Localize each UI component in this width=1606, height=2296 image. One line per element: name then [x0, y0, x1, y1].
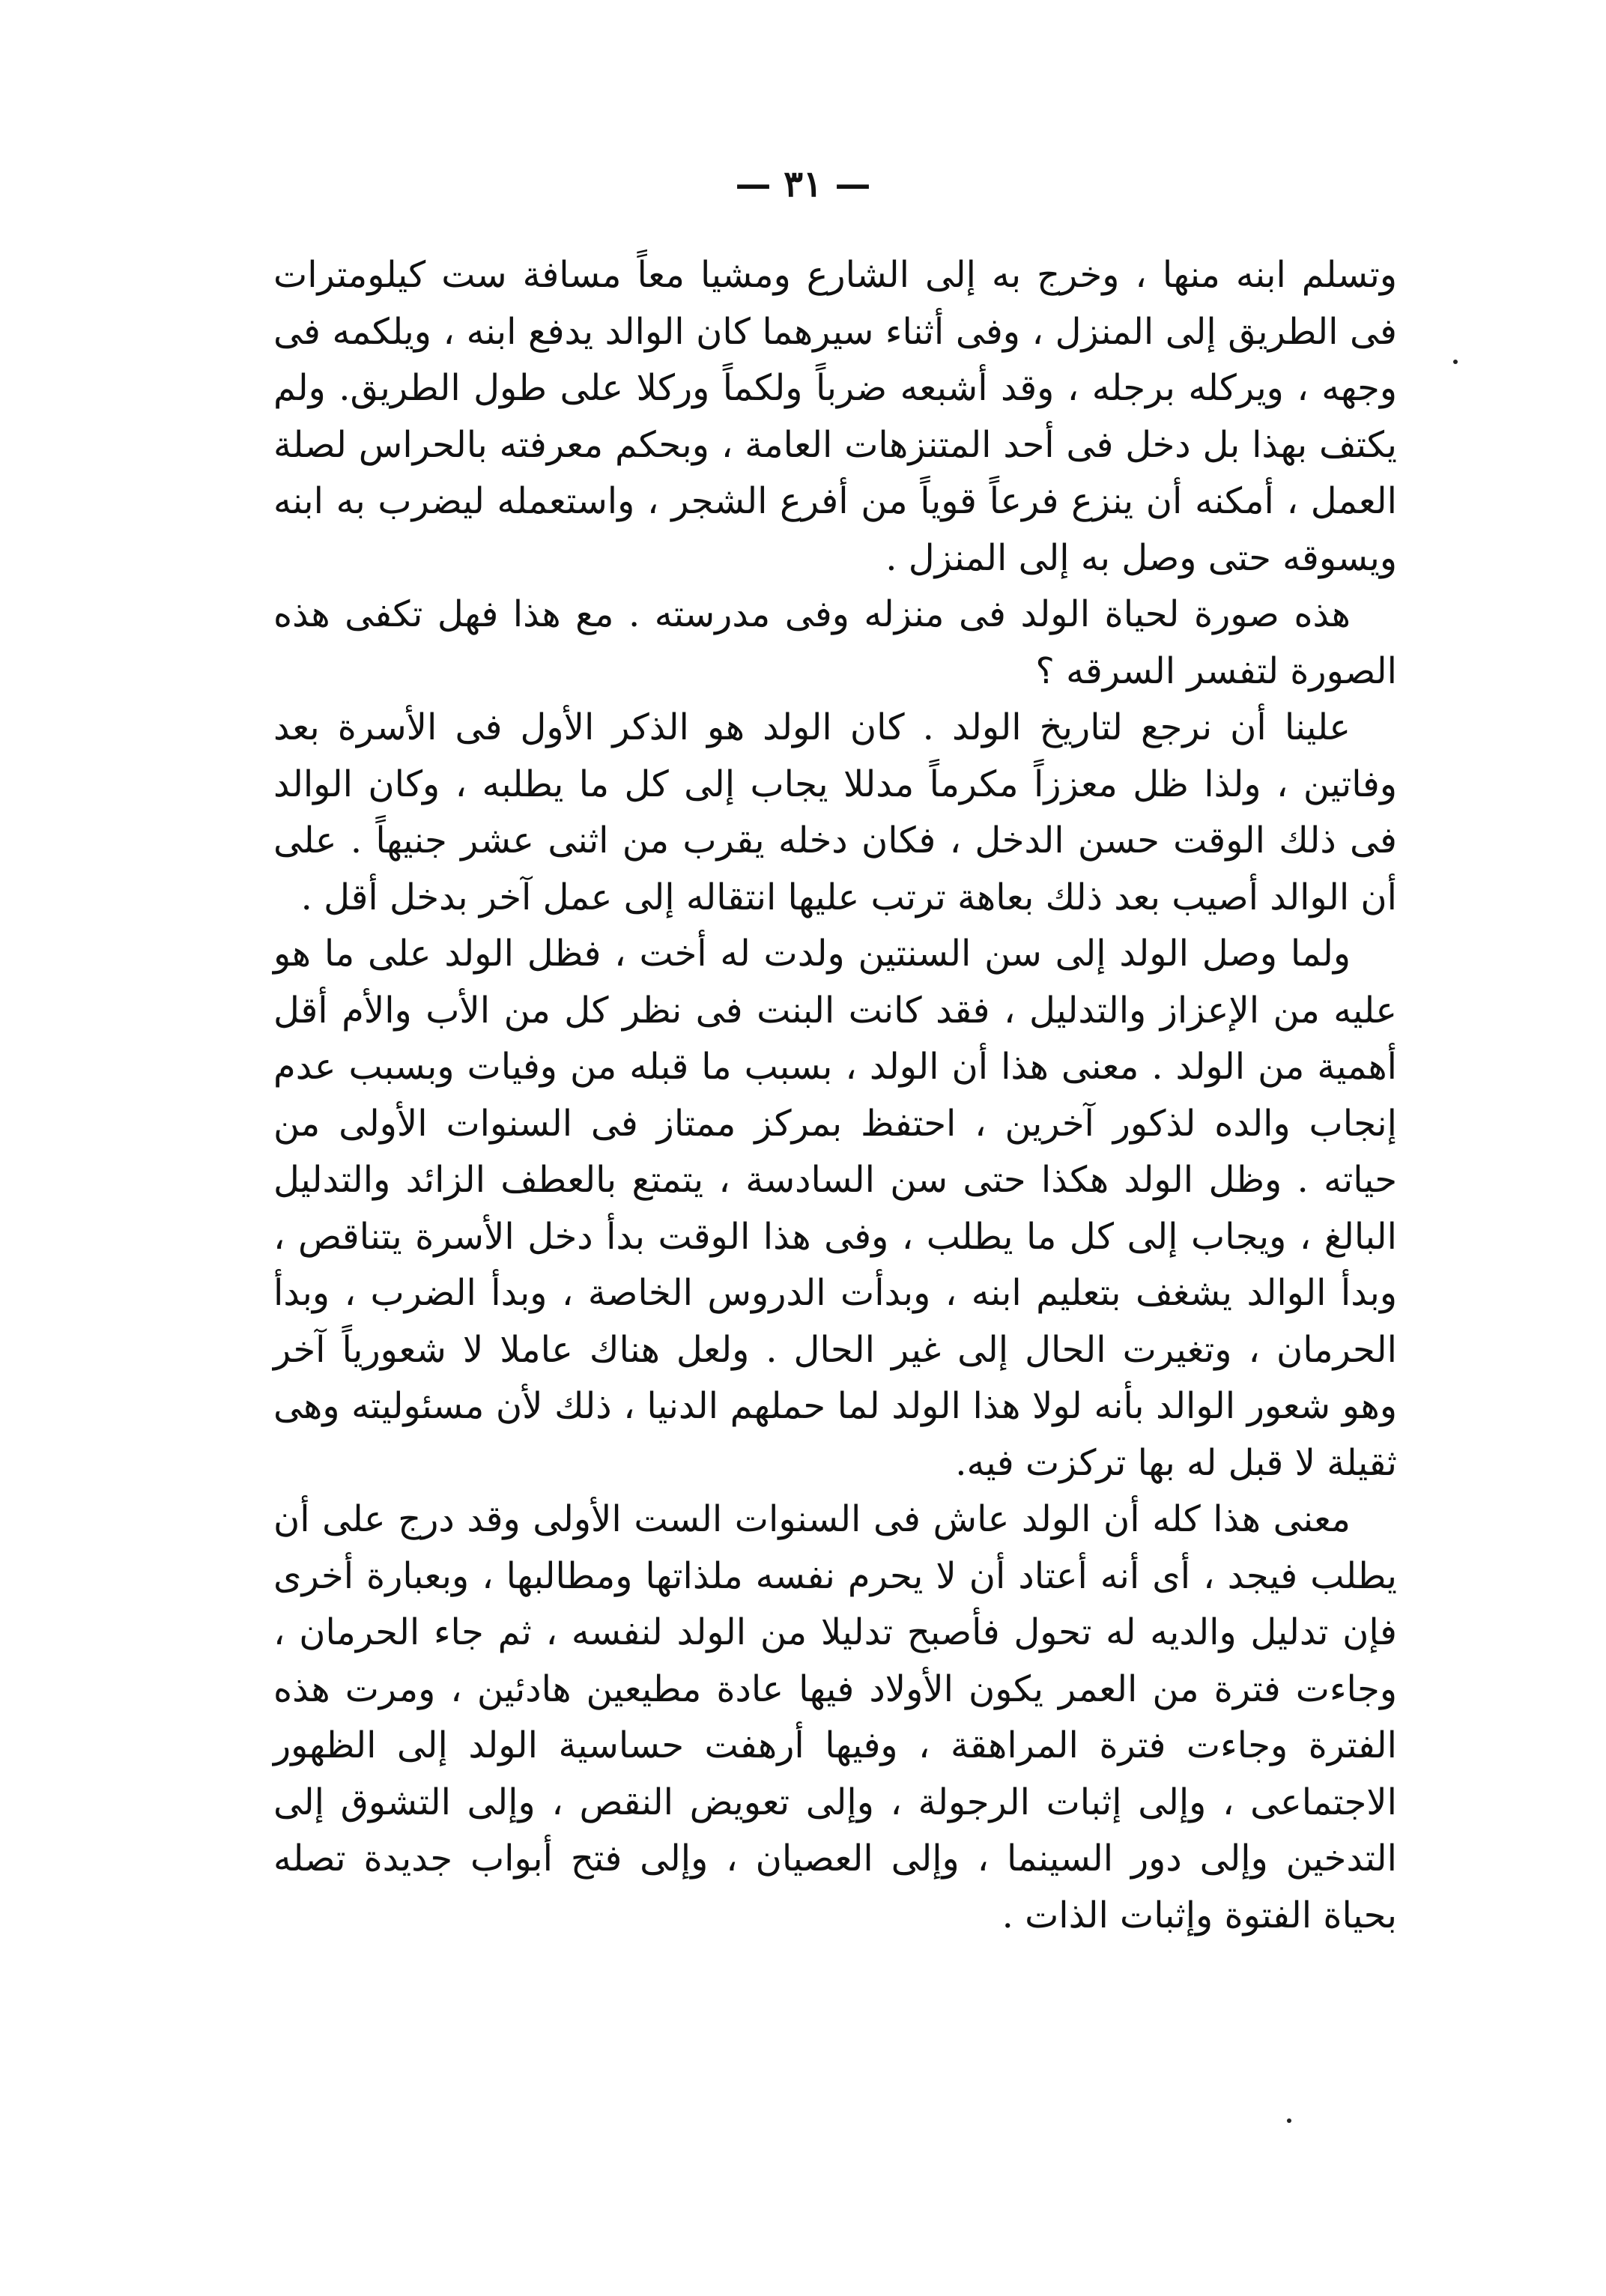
page-number: — ٣١ —	[735, 163, 871, 205]
scan-speck	[1453, 360, 1458, 364]
paragraph-2: هذه صورة لحياة الولد فى منزله وفى مدرسته . مع هذا فهل تكفى هذه الصورة لتفسر السرقه ؟	[273, 593, 1397, 692]
paragraph-5: معنى هذا كله أن الولد عاش فى السنوات الست الأولى وقد درج على أن يطلب فيجد ، أى أنه أعتاد أن لا يحرم نفسه ملذاتها ومطالبها ، وبعبارة أخرى فإن تدليل والديه له تحول فأصبح تدليلا من الولد لنفسه ، ثم جاء الحرمان ، وجاءت فترة من العمر يكون الأولاد فيها عادة مطيعين هادئين ، ومرت هذه الفترة وجاءت فترة المراهقة ، وفيها أرهفت حساسية الولد إلى الظهور الاجتماعى ، وإلى إثبات الرجولة ، وإلى تعويض النقص ، وإلى التشوق إلى التدخين وإلى دور السينما ، وإلى العصيان ، وإلى فتح أبواب جديدة تصله بحياة الفتوة وإثبات الذات .	[273, 1498, 1397, 1936]
body-text	[273, 247, 1397, 1944]
paragraph-4: ولما وصل الولد إلى سن السنتين ولدت له أخت ، فظل الولد على ما هو عليه من الإعزاز والتدليل ، فقد كانت البنت فى نظر كل من الأب والأم أقل أهمية من الولد . معنى هذا أن الولد ، بسبب ما قبله من وفيات وبسبب عدم إنجاب والده لذكور آخرين ، احتفظ بمركز ممتاز فى السنوات الأولى من حياته . وظل الولد هكذا حتى سن السادسة ، يتمتع بالعطف الزائد والتدليل البالغ ، ويجاب إلى كل ما يطلب ، وفى هذا الوقت بدأ دخل الأسرة يتناقص ، وبدأ الوالد يشغف بتعليم ابنه ، وبدأت الدروس الخاصة ، وبدأ الضرب ، وبدأ الحرمان ، وتغيرت الحال إلى غير الحال . ولعل هناك عاملا لا شعورياً آخر وهو شعور الوالد بأنه لولا هذا الولد لما حملهم الدنيا ، ذلك لأن مسئوليته وهى ثقيلة لا قبل له بها تركزت فيه.	[273, 933, 1398, 1484]
scan-speck	[1287, 2118, 1291, 2123]
paragraph-3: علينا أن نرجع لتاريخ الولد . كان الولد هو الذكر الأول فى الأسرة بعد وفاتين ، ولذا ظل معززاً مكرماً مدللا يجاب إلى كل ما يطلبه ، وكان الوالد فى ذلك الوقت حسن الدخل ، فكان دخله يقرب من اثنى عشر جنيهاً . على أن الوالد أصيب بعد ذلك بعاهة ترتب عليها انتقاله إلى عمل آخر بدخل أقل .	[273, 706, 1397, 918]
paragraph-1: وتسلم ابنه منها ، وخرج به إلى الشارع ومشيا معاً مسافة ست كيلومترات فى الطريق إلى المنزل ، وفى أثناء سيرهما كان الوالد يدفع ابنه ، ويلكمه فى وجهه ، ويركله برجله ، وقد أشبعه ضرباً ولكماً وركلا على طول الطريق. ولم يكتف بهذا بل دخل فى أحد المتنزهات العامة ، وبحكم معرفته بالحراس لصلة العمل ، أمكنه أن ينزع فرعاً قوياً من أفرع الشجر ، واستعمله ليضرب به ابنه ويسوقه حتى وصل به إلى المنزل .	[273, 254, 1398, 579]
